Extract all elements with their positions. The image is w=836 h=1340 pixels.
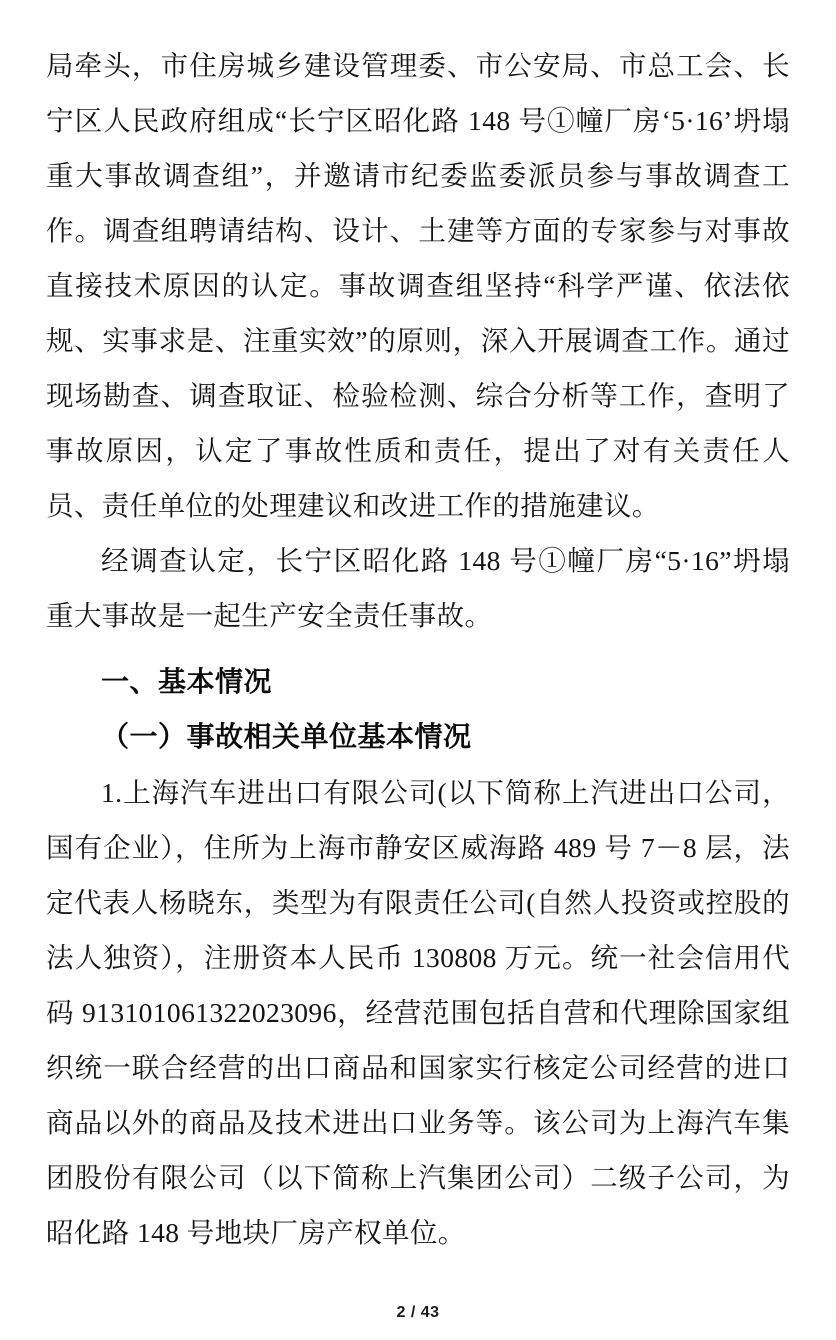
page-number: 2 / 43	[396, 1304, 440, 1321]
list-item-1: 1.上海汽车进出口有限公司(以下简称上汽进出口公司，国有企业），住所为上海市静安区威海路 489 号 7－8 层，法定代表人杨晓东，类型为有限责任公司(自然人投资或控股的法人独资），注册资本人民币 130808 万元。统一社会信用代码 913101061322023096，经营范围包括自营和代理除国家组织统一联合经营的出口商品和国家实行核定公司经营的进口商品以外的商品及技术进出口业务等。该公司为上海汽车集团股份有限公司（以下简称上汽集团公司）二级子公司，为昭化路 148 号地块厂房产权单位。	[46, 777, 790, 1248]
section-heading-basic-situation: 一、基本情况	[101, 667, 273, 698]
paragraph-conclusion: 经调查认定，长宁区昭化路 148 号①幢厂房“5·16”坍塌重大事故是一起生产安全责任事故。	[46, 545, 790, 631]
document-body	[46, 38, 790, 1260]
subsection-heading-related-units: （一）事故相关单位基本情况	[101, 722, 472, 753]
paragraph-continued: 局牵头，市住房城乡建设管理委、市公安局、市总工会、长宁区人民政府组成“长宁区昭化路 148 号①幢厂房‘5·16’坍塌重大事故调查组”，并邀请市纪委监委派员参与事故调查工作。调查组聘请结构、设计、土建等方面的专家参与对事故直接技术原因的认定。事故调查组坚持“科学严谨、依法依规、实事求是、注重实效”的原则，深入开展调查工作。通过现场勘查、调查取证、检验检测、综合分析等工作，查明了事故原因，认定了事故性质和责任，提出了对有关责任人员、责任单位的处理建议和改进工作的措施建议。	[46, 50, 790, 521]
